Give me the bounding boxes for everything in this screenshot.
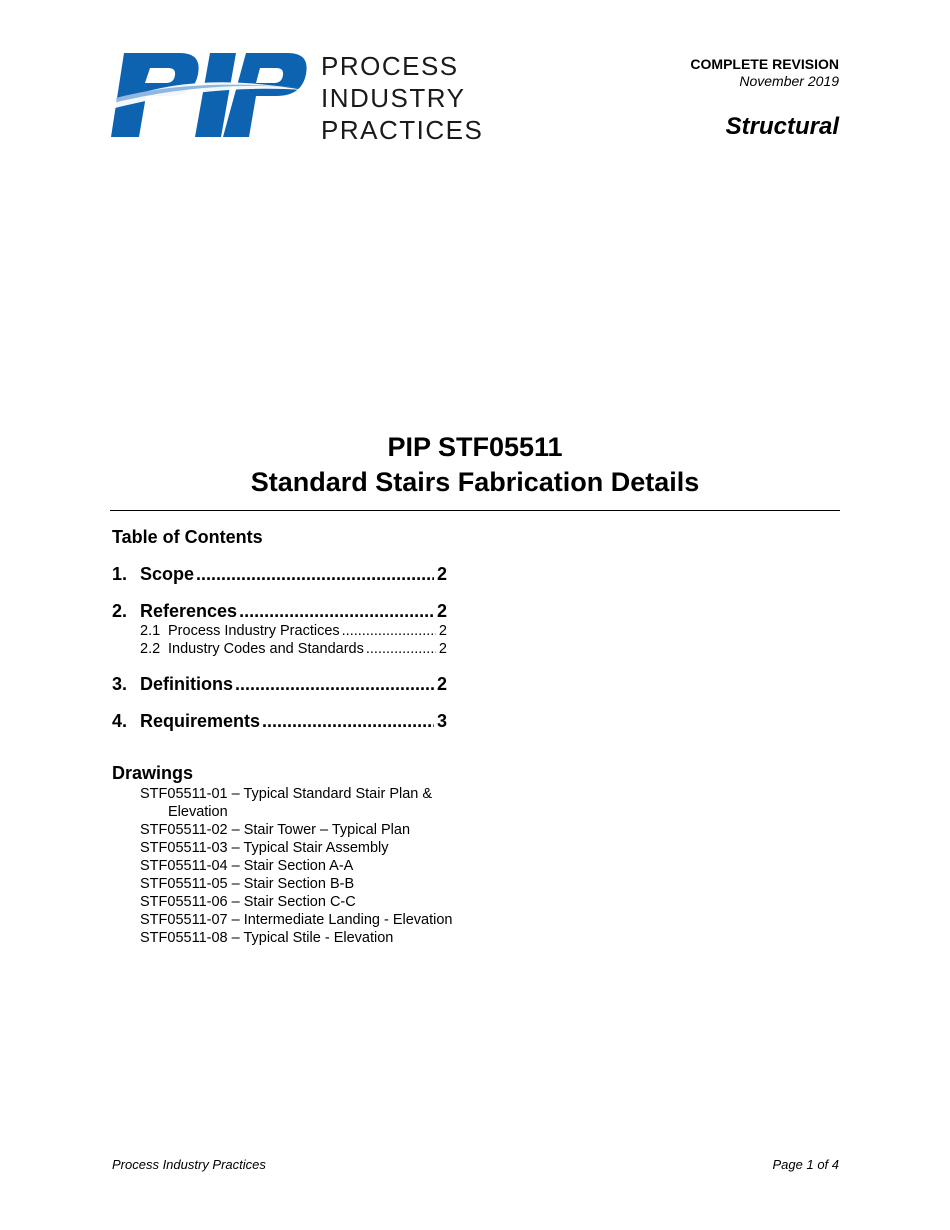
toc-entry-number: 3. (112, 674, 128, 694)
toc-leader-dots (235, 674, 434, 695)
toc-entry-number: 1. (112, 564, 128, 584)
drawings-list (140, 785, 460, 947)
toc-entry-number: 2.2 (140, 641, 161, 657)
toc-entry-number: 2. (112, 601, 128, 621)
document-title (0, 430, 950, 500)
drawing-item[interactable]: STF05511-08 – Typical Stile - Elevation (140, 930, 394, 946)
logo-wordmark (321, 50, 483, 146)
toc-entry-label: Requirements (140, 711, 261, 731)
toc-leader-dots (196, 564, 434, 585)
logo-line-practices: PRACTICES (321, 115, 484, 145)
document-name: Standard Stairs Fabrication Details (250, 467, 700, 497)
drawings-heading: Drawings (112, 763, 194, 783)
toc-heading: Table of Contents (112, 527, 263, 547)
logo-line-industry: INDUSTRY (321, 83, 466, 113)
footer-page-number: Page 1 of 4 (772, 1157, 839, 1172)
revision-block (690, 55, 839, 89)
revision-date: November 2019 (739, 73, 839, 89)
title-divider (110, 510, 840, 511)
drawing-item[interactable]: STF05511-05 – Stair Section B-B (140, 876, 355, 892)
toc-entry-page: 2 (436, 601, 447, 621)
logo-line-process: PROCESS (321, 51, 459, 81)
toc-entry-industry-codes[interactable] (140, 641, 447, 657)
toc-entry-definitions[interactable] (112, 674, 447, 695)
toc-entry-label: Scope (140, 564, 195, 584)
pip-logo-mark (110, 50, 310, 140)
drawing-item[interactable]: STF05511-04 – Stair Section A-A (140, 858, 354, 874)
toc-entry-label: Process Industry Practices (168, 623, 340, 639)
revision-label: COMPLETE REVISION (690, 56, 839, 72)
toc-entry-page: 2 (436, 564, 447, 584)
footer-organization: Process Industry Practices (112, 1157, 266, 1172)
toc-entry-process-industry-practices[interactable] (140, 623, 447, 639)
toc-entry-page: 2 (438, 623, 447, 639)
toc-entry-page: 2 (438, 641, 447, 657)
toc-leader-dots (342, 623, 436, 639)
drawing-item[interactable]: STF05511-02 – Stair Tower – Typical Plan (140, 822, 411, 838)
toc-leader-dots (239, 601, 434, 622)
toc-entry-page: 2 (436, 674, 447, 694)
drawing-item[interactable]: STF05511-06 – Stair Section C-C (140, 894, 356, 910)
toc-entry-page: 3 (436, 711, 447, 731)
toc-entry-number: 4. (112, 711, 128, 731)
document-number: PIP STF05511 (387, 432, 563, 462)
toc-entry-references[interactable] (112, 601, 447, 622)
toc-leader-dots (366, 641, 436, 657)
toc-entry-requirements[interactable] (112, 711, 447, 732)
toc-entry-label: Definitions (140, 674, 233, 694)
toc-entry-label: Industry Codes and Standards (168, 641, 364, 657)
toc-entry-scope[interactable] (112, 564, 447, 585)
drawing-item[interactable]: STF05511-03 – Typical Stair Assembly (140, 840, 389, 856)
pip-logo (110, 50, 310, 140)
category-label: Structural (725, 113, 839, 140)
toc-entry-number: 2.1 (140, 623, 161, 639)
drawing-item[interactable]: STF05511-07 – Intermediate Landing - Elevation (140, 912, 453, 928)
toc-entry-label: References (140, 601, 238, 621)
drawing-item[interactable]: STF05511-01 – Typical Standard Stair Plan & Elevation (140, 786, 433, 820)
toc-leader-dots (262, 711, 434, 732)
